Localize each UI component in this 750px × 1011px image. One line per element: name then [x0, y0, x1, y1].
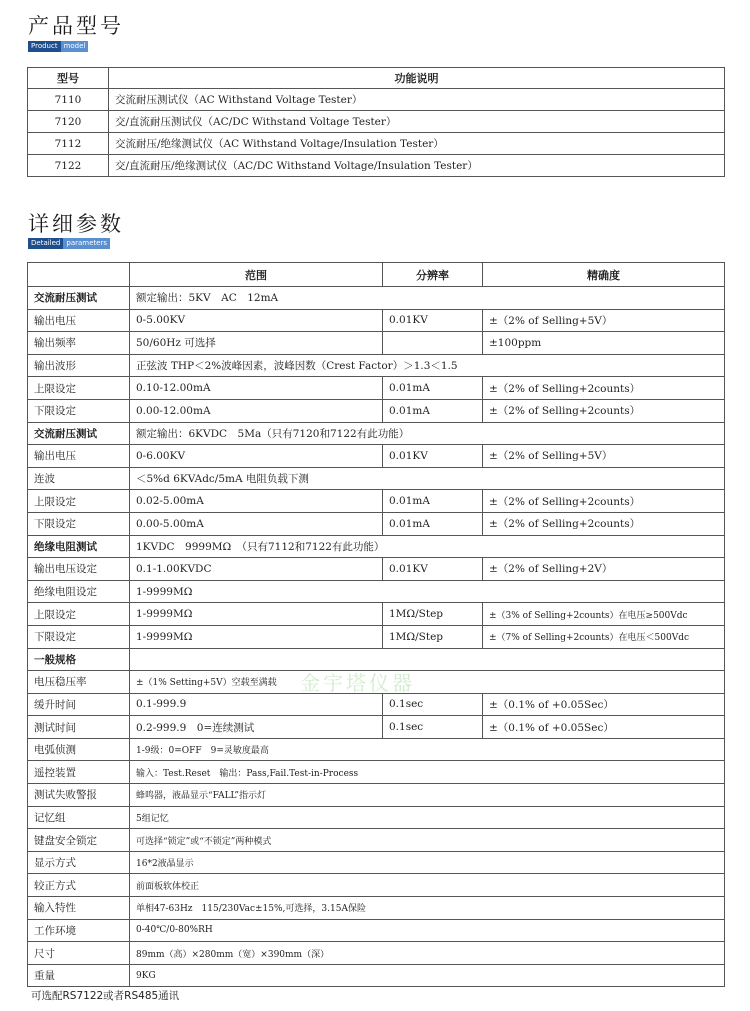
param-name: 键盘安全锁定 [28, 829, 130, 852]
param-accuracy: ±（3% of Selling+2counts）在电压≥500Vdc [483, 603, 725, 626]
param-value [130, 648, 725, 671]
param-range: 50/60Hz 可选择 [130, 332, 383, 355]
param-name: 记忆组 [28, 806, 130, 829]
param-resolution: 0.01mA [383, 377, 483, 400]
param-value: 1KVDC 9999MΩ （只有7112和7122有此功能） [130, 535, 725, 558]
product-model-title: 产品型号 [28, 14, 124, 38]
param-accuracy: ±（2% of Selling+5V） [483, 309, 725, 332]
param-value: 0-40℃/0-80%RH [130, 919, 725, 942]
table-row [28, 377, 725, 400]
param-range: 0.1-1.00KVDC [130, 558, 383, 581]
table-row [28, 693, 725, 716]
product-model-table [27, 67, 725, 177]
badge-light-label: parameters [63, 238, 110, 249]
param-resolution: 0.01mA [383, 512, 483, 535]
param-value: 输入：Test.Reset 输出：Pass,Fail.Test-in-Process [130, 761, 725, 784]
detailed-params-title: 详细参数 [28, 212, 124, 236]
table-row [28, 897, 725, 920]
table-row [28, 942, 725, 965]
param-resolution: 0.01mA [383, 490, 483, 513]
param-name: 遥控装置 [28, 761, 130, 784]
category-row [28, 287, 725, 310]
table-row [28, 784, 725, 807]
table-header-row [28, 263, 725, 287]
param-value: 1-9999MΩ [130, 580, 725, 603]
header-item [28, 263, 130, 287]
table-row [28, 467, 725, 490]
param-value: 16*2液晶显示 [130, 851, 725, 874]
table-row [28, 738, 725, 761]
param-value: ＜5%d 6KVAdc/5mA 电阻负载下测 [130, 467, 725, 490]
param-value: 前面板软体校正 [130, 874, 725, 897]
table-row [28, 919, 725, 942]
table-row [28, 625, 725, 648]
param-name: 下限设定 [28, 625, 130, 648]
param-name: 显示方式 [28, 851, 130, 874]
param-value: 单相47-63Hz 115/230Vac±15%,可选择，3.15A保险 [130, 897, 725, 920]
param-name: 绝缘电阻设定 [28, 580, 130, 603]
category-name: 一般规格 [28, 648, 130, 671]
param-range: 0.10-12.00mA [130, 377, 383, 400]
table-row [28, 603, 725, 626]
table-row [28, 399, 725, 422]
param-name: 输出频率 [28, 332, 130, 355]
param-value: 89mm（高）×280mm（宽）×390mm（深） [130, 942, 725, 965]
detailed-params-table [27, 262, 725, 987]
param-name: 输入特性 [28, 897, 130, 920]
param-name: 下限设定 [28, 512, 130, 535]
header-accuracy: 精确度 [483, 263, 725, 287]
category-row [28, 535, 725, 558]
param-name: 较正方式 [28, 874, 130, 897]
model-description: 交流耐压/绝缘测试仪（AC Withstand Voltage/Insulation Tester） [109, 133, 725, 155]
param-value: 蜂鸣器，液晶显示“FALL”指示灯 [130, 784, 725, 807]
model-description: 交/直流耐压测试仪（AC/DC Withstand Voltage Tester） [109, 111, 725, 133]
param-accuracy: ±（2% of Selling+2counts） [483, 512, 725, 535]
detailed-params-badge [28, 238, 110, 249]
param-range: 1-9999MΩ [130, 625, 383, 648]
table-row [28, 111, 725, 133]
category-name: 绝缘电阻测试 [28, 535, 130, 558]
header-function: 功能说明 [109, 68, 725, 89]
param-resolution: 1MΩ/Step [383, 603, 483, 626]
table-row [28, 874, 725, 897]
param-resolution: 0.1sec [383, 693, 483, 716]
param-name: 输出电压设定 [28, 558, 130, 581]
table-row [28, 829, 725, 852]
param-name: 测试失败警报 [28, 784, 130, 807]
header-resolution: 分辨率 [383, 263, 483, 287]
table-row [28, 155, 725, 177]
param-name: 尺寸 [28, 942, 130, 965]
param-name: 工作环境 [28, 919, 130, 942]
param-name: 重量 [28, 964, 130, 987]
model-code: 7112 [28, 133, 109, 155]
param-range: 0.00-12.00mA [130, 399, 383, 422]
param-resolution: 0.01mA [383, 399, 483, 422]
param-name: 上限设定 [28, 490, 130, 513]
param-name: 输出电压 [28, 309, 130, 332]
badge-dark-label: Product [28, 41, 61, 52]
param-range: 0.00-5.00mA [130, 512, 383, 535]
param-accuracy: ±（2% of Selling+5V） [483, 445, 725, 468]
param-name: 测试时间 [28, 716, 130, 739]
param-value: 9KG [130, 964, 725, 987]
table-row [28, 964, 725, 987]
param-range: 0.02-5.00mA [130, 490, 383, 513]
param-resolution: 1MΩ/Step [383, 625, 483, 648]
watermark-text: 金宇塔仪器 [300, 671, 415, 695]
param-range: 0-5.00KV [130, 309, 383, 332]
model-code: 7120 [28, 111, 109, 133]
param-name: 输出电压 [28, 445, 130, 468]
param-name: 电弧侦测 [28, 738, 130, 761]
param-name: 下限设定 [28, 399, 130, 422]
param-resolution: 0.1sec [383, 716, 483, 739]
category-name: 交流耐压测试 [28, 287, 130, 310]
model-description: 交流耐压测试仪（AC Withstand Voltage Tester） [109, 89, 725, 111]
header-model: 型号 [28, 68, 109, 89]
param-range: 0.1-999.9 [130, 693, 383, 716]
table-row [28, 445, 725, 468]
param-resolution: 0.01KV [383, 558, 483, 581]
footnote: 可选配RS7122或者RS485通讯 [31, 990, 180, 1002]
param-range: 0.2-999.9 0=连续测试 [130, 716, 383, 739]
param-resolution: 0.01KV [383, 309, 483, 332]
table-row [28, 851, 725, 874]
param-accuracy: ±（2% of Selling+2counts） [483, 490, 725, 513]
param-name: 连波 [28, 467, 130, 490]
table-row [28, 354, 725, 377]
table-row [28, 761, 725, 784]
badge-dark-label: Detailed [28, 238, 63, 249]
param-value: 额定输出：5KV AC 12mA [130, 287, 725, 310]
param-resolution: 0.01KV [383, 445, 483, 468]
table-row [28, 490, 725, 513]
param-range: 0-6.00KV [130, 445, 383, 468]
category-row [28, 422, 725, 445]
table-row [28, 89, 725, 111]
table-row [28, 133, 725, 155]
param-name: 电压稳压率 [28, 671, 130, 694]
param-accuracy: ±（2% of Selling+2counts） [483, 399, 725, 422]
param-name: 输出波形 [28, 354, 130, 377]
category-name: 交流耐压测试 [28, 422, 130, 445]
param-value: 正弦波 THP＜2%波峰因素，波峰因数（Crest Factor）＞1.3＜1.5 [130, 354, 725, 377]
table-header-row [28, 68, 725, 89]
param-accuracy: ±（2% of Selling+2counts） [483, 377, 725, 400]
model-code: 7122 [28, 155, 109, 177]
model-code: 7110 [28, 89, 109, 111]
param-name: 上限设定 [28, 377, 130, 400]
param-accuracy: ±（2% of Selling+2V） [483, 558, 725, 581]
product-model-badge [28, 41, 88, 52]
table-row [28, 580, 725, 603]
table-row [28, 309, 725, 332]
param-accuracy: ±（7% of Selling+2counts）在电压＜500Vdc [483, 625, 725, 648]
badge-light-label: model [61, 41, 89, 52]
model-description: 交/直流耐压/绝缘测试仪（AC/DC Withstand Voltage/Insulation Tester） [109, 155, 725, 177]
header-range: 范围 [130, 263, 383, 287]
table-row [28, 512, 725, 535]
param-value: 1-9级：0=OFF 9=灵敏度最高 [130, 738, 725, 761]
param-accuracy: ±（0.1% of +0.05Sec） [483, 693, 725, 716]
table-row [28, 806, 725, 829]
param-name: 缓升时间 [28, 693, 130, 716]
param-accuracy: ±（0.1% of +0.05Sec） [483, 716, 725, 739]
param-name: 上限设定 [28, 603, 130, 626]
param-accuracy: ±100ppm [483, 332, 725, 355]
param-resolution [383, 332, 483, 355]
param-range: 1-9999MΩ [130, 603, 383, 626]
table-row [28, 716, 725, 739]
param-value: 5组记忆 [130, 806, 725, 829]
param-value: 可选择“锁定”或“不锁定”两种模式 [130, 829, 725, 852]
param-value: ±（1% Setting+5V）空载至满载 [130, 671, 725, 694]
table-row [28, 558, 725, 581]
table-row [28, 332, 725, 355]
param-value: 额定输出：6KVDC 5Ma（只有7120和7122有此功能） [130, 422, 725, 445]
